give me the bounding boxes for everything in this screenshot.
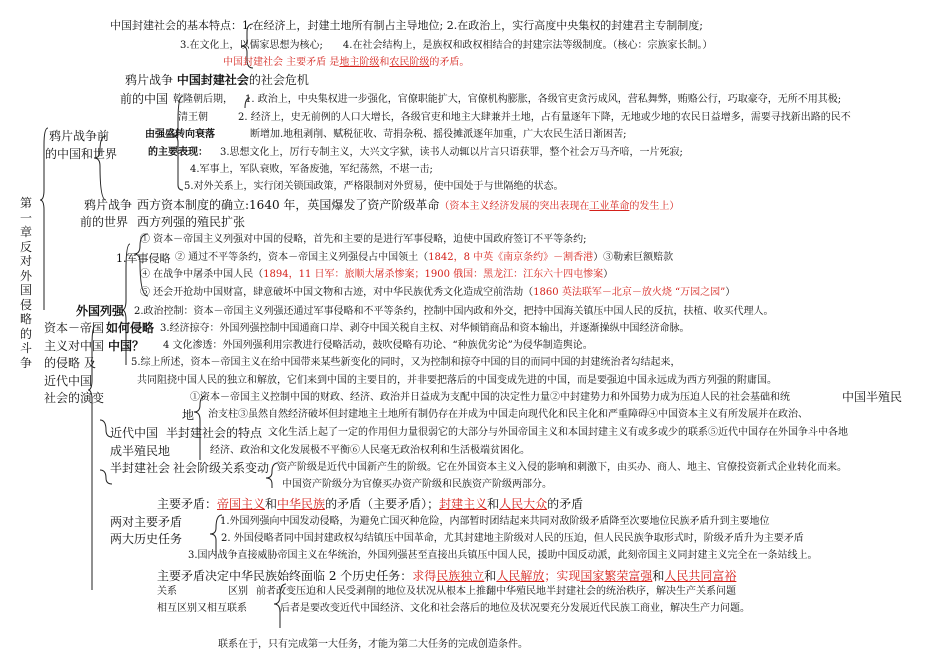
mc-peasant: 农民阶级 (389, 57, 430, 68)
mc-end: 的矛盾。 (429, 57, 470, 68)
contradiction-item-3: 3.国内战争直接威胁帝国主义在华统治，外国列强甚至直接出兵镇压中国人民，援助中国反动派，此刻帝国主义同封建主义完全在一条站线上。 (188, 550, 818, 561)
qing-label: 清王朝 (178, 112, 208, 123)
modern-china-label: 近代中国 (44, 374, 93, 388)
two-tasks-label: 两大历史任务 (110, 532, 183, 546)
qianlong-label: 乾隆朝后期， (173, 94, 233, 105)
semi-colony-label: 成半殖民地 (110, 444, 171, 458)
yuanmingyuan: 1860 英法联军－北京－放火烧 “万园之园” (533, 287, 726, 298)
chapter-title: 第一章反对外国侵略的斗争 (20, 196, 33, 370)
task-difference-1: 前者改变压迫和人民受剥削的地位及状况从根本上推翻中华殖民地半封建社会的统治秩序，解决生产关系问题 (256, 586, 736, 597)
economy-line: 2. 经济上，史无前例的人口大增长，各级官吏和地主大肆兼并土地，占有量逐年下降，无地或少地的农民日益增多，需要寻找新出路的民不 (238, 112, 851, 123)
foreign-relations-line: 5.对外关系上，实行闭关锁国政策，严格限制对外贸易，使中国处于与世隔绝的状态。 (184, 181, 564, 192)
tasks-realize: ；实现 (544, 569, 581, 583)
inv4-text: ④ 在战争中屠杀中国人民（ (140, 269, 264, 280)
inv2-text: ② 通过不平等条约，资本－帝国主义列强侵占中国领土（ (175, 252, 429, 263)
common-prosperity: 人民共同富裕 (664, 569, 737, 583)
crisis-part3: 的社会危机 (248, 73, 309, 87)
foreign-powers-label: 外国列强 (76, 304, 125, 318)
industrial-note-1: （资本主义经济发展的突出表现在 (439, 201, 590, 212)
tasks-and-1: 和 (484, 569, 497, 583)
feature-list-2: 治支柱③虽然自然经济破坏但封建地主土地所有制仍存在并成为中国走向现代化和民主化和严重障碍④中国资本主义有所发展并在政治、 (208, 409, 808, 420)
china-question-label: 中国？ (108, 339, 145, 353)
feudalism: 封建主义 (439, 497, 488, 511)
semi-feudal-label: 半封建社会 (110, 461, 171, 475)
tasks-label: 主要矛盾决定中华民族始终面临 2 个历史任务： (157, 569, 413, 583)
west-capital-line (137, 199, 679, 212)
task-connection-line: 联系在于，只有完成第一大任务，才能为第二大任务的完成创造条件。 (218, 639, 528, 650)
crisis-bold: 中国封建社会 (176, 73, 249, 87)
capital-imperial-label: 资本－帝国 (44, 321, 105, 335)
feature-line-2: 3.在文化上，以儒家思想为核心; 4.在社会结构上，是族权和政权相结合的封建宗法等级制度。（核心：宗族家长制。） (180, 40, 713, 51)
mc2-middle: 的矛盾（主要矛盾）； (325, 497, 440, 511)
country-prosperity: 国家繁荣富强 (580, 569, 653, 583)
tasks-seek: 求得 (412, 569, 437, 583)
culture-line: 3.思想文化上，厉行专制主义，大兴文字狱，读书人动辄以片言只语获罪，整个社会万马齐喑，一片死寂; (220, 147, 683, 158)
bourgeoisie-split-line: 中国资产阶级分为官僚买办资产阶级和民族资产阶级两部分。 (282, 479, 552, 490)
massacres: 1894，11 日军：旅顺大屠杀惨案；1900 俄国：黑龙江：江东六十四屯惨案 (263, 269, 604, 280)
bourgeoisie-line: 资产阶级是近代中国新产生的阶级。它在外国资本主义入侵的影响和刺激下，由买办、商人、地主、官僚投资新式企业转化而来。 (277, 462, 847, 473)
pre-world-label: 前的世界 (80, 215, 129, 229)
pre-war-label: 鸦片战争前 (49, 129, 110, 143)
tasks-and-2: 和 (652, 569, 665, 583)
di-label: 地 (182, 408, 195, 422)
historical-tasks-line (157, 570, 736, 582)
main-contradiction-line (223, 58, 469, 68)
china-world-label: 的中国和世界 (45, 147, 118, 161)
invasion-item-4 (140, 270, 613, 280)
feature-list-4: 经济、政治和文化发展极不平衡⑥人民毫无政治权利和生活极端贫困化。 (210, 445, 530, 456)
modern-china-label-2: 近代中国 (110, 426, 159, 440)
inv2-end: ）③勒索巨额赔款 (593, 252, 674, 263)
west-capital-text: 西方资本制度的确立:1640 年，英国爆发了资产阶级革命 (137, 198, 440, 212)
crisis-part1: 鸦片战争 (125, 73, 174, 87)
main-contradiction-2 (157, 498, 583, 510)
semi-feudal-features-label: 半封建社会的特点 (166, 426, 263, 440)
people-masses: 人民大众 (499, 497, 548, 511)
opium-war-label-2: 鸦片战争 (84, 198, 133, 212)
chinese-nation: 中华民族 (277, 497, 326, 511)
political-control-line: 2.政治控制：资本－帝国主义列强还通过军事侵略和不平等条约，控制中国内政和外交，把持中国海关镇压中国人民的反抗，扶植、收买代理人。 (134, 306, 774, 317)
military-invasion-label: 1.军事侵略 (116, 252, 171, 265)
mc-text-1: 中国封建社会 主要矛盾 是 (223, 57, 340, 68)
people-liberation: 人民解放 (496, 569, 545, 583)
industrial-revolution: 工业革命 (589, 201, 630, 212)
imperialism: 帝国主义 (217, 497, 266, 511)
feature-list-3: 文化生活上起了一定的作用但力量很弱它的大部分与外国帝国主义和本国封建主义有或多或少的联系⑤近代中国存在外国争斗中各地 (268, 427, 848, 438)
nanjing-treaty: 1842，8 中英《南京条约》－割香港 (428, 252, 594, 263)
mc-and: 和 (379, 57, 390, 68)
politics-line: 1. 政治上，中央集权进一步强化，官僚职能扩大，官僚机构膨胀，各级官吏贪污成风，营私舞弊，贿赂公行，巧取豪夺，无所不用其极; (245, 94, 842, 105)
class-change-label: 社会阶级关系变动 (173, 461, 270, 475)
colonial-expansion-label: 西方列强的殖民扩张 (137, 215, 246, 229)
contradiction-item-2: 2. 外国侵略者同中国封建政权勾结镇压中国革命，尤其封建地主阶级对人民的压迫，但人民民族争取形式时，阶级矛盾升为主要矛盾 (221, 533, 804, 544)
economy-line-2: 断增加.地租剥削、赋税征收、苛捐杂税、摇役摊派逐年加重，广大农民生活日渐困苦; (250, 129, 627, 140)
mc2-label: 主要矛盾： (157, 497, 218, 511)
mutual-relation-label: 相互区别又相互联系 (157, 603, 247, 614)
pre-china-label: 前的中国 (120, 92, 169, 106)
how-invade-label: 如何侵略 (106, 321, 155, 335)
summary-line-2: 共同阻挠中国人民的独立和解放，它们来到中国的主要目的，并非要把落后的中国变成先进的中国，而是要强迫中国永远成为西方列强的附庸国。 (137, 375, 777, 386)
national-independence: 民族独立 (436, 569, 485, 583)
feature-line-1: 中国封建社会的基本特点：1.在经济上，封建土地所有制占主导地位; 2.在政治上，实行高度中央集权的封建君主专制制度; (110, 19, 703, 32)
summary-line-1: 5.综上所述，资本－帝国主义在给中国带来某些新变化的同时，又为控制和掠夺中国的目的而同中国的封建统治者勾结起来， (131, 357, 681, 368)
contradiction-item-1: 1.外国列强向中国发动侵略，为避免亡国灭种危险，内部暂时团结起来共同对敌阶级矛盾降至次要地位民族矛盾升到主要地位 (220, 516, 770, 527)
feature-list-1: ①资本－帝国主义控制中国的财政、经济、政治并日益成为支配中国的决定性力量②中封建势力和外国势力成为压迫人民的社会基础和统 (190, 392, 790, 403)
two-contradictions-label: 两对主要矛盾 (110, 515, 183, 529)
difference-label: 区别 (228, 586, 248, 597)
invasion-item-1: ① 资本－帝国主义列强对中国的侵略，首先和主要的是进行军事侵略，迫使中国政府签订不平等条约; (140, 234, 587, 245)
invasion-item-2 (175, 253, 673, 263)
invasion-and-label: 的侵略 及 (44, 356, 96, 370)
military-line: 4.军事上，军队衰败，军备废弛，军纪荡然，不堪一击; (190, 164, 433, 175)
mc-landlord: 地主阶级 (339, 57, 380, 68)
mc2-end: 的矛盾 (547, 497, 584, 511)
industrial-note-2: 的发生上） (629, 201, 680, 212)
inv5-text: ⑤ 还会开抢劫中国财富，肆意破坏中国文物和古迹，对中华民族优秀文化造成空前浩劫（ (140, 287, 534, 298)
social-evolution-label: 社会的演变 (44, 391, 105, 405)
economic-plunder-line: 3.经济掠夺：外国列强控制中国通商口岸、剥夺中国关税自主权、对华倾销商品和资本输出，并逐渐操纵中国经济命脉。 (160, 323, 690, 334)
decline-label: 由强盛转向衰落 (145, 129, 215, 140)
imperial-china-label: 主义对中国 (44, 339, 105, 353)
crisis-heading (125, 74, 309, 86)
task-difference-2: 后者是要改变近代中国经济、文化和社会落后的地位及状况要充分发展近代民族工商业，解决生产力问题。 (280, 603, 750, 614)
cultural-infiltration-line: 4 文化渗透：外国列强利用宗教进行侵略活动，鼓吹侵略有功论、“种族优劣论”为侵华制造舆论。 (163, 340, 593, 351)
semi-colonial-label-1: 中国半殖民 (842, 390, 903, 404)
relation-label: 关系 (157, 586, 177, 597)
main-manifest-label: 的主要表现： (148, 147, 208, 158)
invasion-item-5 (140, 288, 735, 298)
inv4-end: ） (603, 269, 614, 280)
inv5-end: ） (725, 287, 736, 298)
mc2-and-2: 和 (487, 497, 500, 511)
mc2-and-1: 和 (265, 497, 278, 511)
